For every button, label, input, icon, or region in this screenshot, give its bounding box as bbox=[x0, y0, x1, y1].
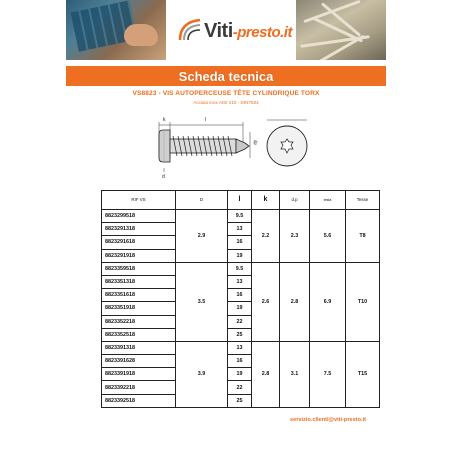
table-header-row bbox=[102, 191, 380, 210]
cell-diameter: 2.9 bbox=[176, 210, 228, 263]
table-row bbox=[102, 341, 380, 354]
cell-ref: 8823391918 bbox=[102, 368, 176, 381]
logo-text bbox=[204, 20, 292, 43]
cell-length: 9.5 bbox=[228, 262, 252, 275]
cell-k: 2.6 bbox=[252, 262, 280, 341]
cell-ref: 8823351918 bbox=[102, 302, 176, 315]
cell-head: 7.5 bbox=[310, 341, 346, 407]
title-bar bbox=[66, 66, 386, 86]
cell-ref: 8823391628 bbox=[102, 355, 176, 368]
cell-dp: 3.1 bbox=[280, 341, 310, 407]
cell-ref: 8823351318 bbox=[102, 275, 176, 288]
cell-ref: 8823299518 bbox=[102, 210, 176, 223]
cell-dp: 2.3 bbox=[280, 210, 310, 263]
cell-head: 5.6 bbox=[310, 210, 346, 263]
cell-length: 25 bbox=[228, 394, 252, 407]
cell-length: 22 bbox=[228, 381, 252, 394]
cell-k: 2.2 bbox=[252, 210, 280, 263]
header-drive: Tesse bbox=[346, 191, 380, 210]
logo-arcs-icon bbox=[178, 18, 204, 42]
cell-length: 25 bbox=[228, 328, 252, 341]
cell-ref: 8823291318 bbox=[102, 223, 176, 236]
label-k: k bbox=[163, 117, 166, 123]
product-title: VS8823 - VIS AUTOPERCEUSE TÊTE CYLINDRIQUE TORX bbox=[132, 90, 320, 97]
cell-diameter: 3.5 bbox=[176, 262, 228, 341]
cell-k: 2.8 bbox=[252, 341, 280, 407]
cell-length: 13 bbox=[228, 341, 252, 354]
cell-drive: T15 bbox=[346, 341, 380, 407]
cell-ref: 8823392518 bbox=[102, 394, 176, 407]
cell-ref: 8823359518 bbox=[102, 262, 176, 275]
cell-length: 13 bbox=[228, 223, 252, 236]
screw-photo-shape bbox=[309, 35, 364, 60]
header-length: l bbox=[228, 191, 252, 210]
cell-length: 16 bbox=[228, 236, 252, 249]
header-ref: RIF VS bbox=[102, 191, 176, 210]
product-subtitle: Acciaio inox AISI 410 - DIN7504 bbox=[193, 100, 259, 105]
cell-ref: 8823291618 bbox=[102, 236, 176, 249]
brand-logo[interactable] bbox=[166, 0, 296, 60]
cell-head: 6.9 bbox=[310, 262, 346, 341]
header-photo-screws bbox=[296, 0, 386, 60]
cell-ref: 8823392218 bbox=[102, 381, 176, 394]
screw-head-side bbox=[159, 130, 170, 162]
header-dp: d.p bbox=[280, 191, 310, 210]
footer-email-link[interactable]: servizio.clienti@viti-presto.it bbox=[289, 417, 366, 423]
cell-length: 19 bbox=[228, 368, 252, 381]
cell-length: 19 bbox=[228, 249, 252, 262]
table-row bbox=[102, 210, 380, 223]
cell-ref: 8823351618 bbox=[102, 289, 176, 302]
cell-ref: 8823291918 bbox=[102, 249, 176, 262]
cell-length: 16 bbox=[228, 289, 252, 302]
cell-dp: 2.8 bbox=[280, 262, 310, 341]
cell-drive: T8 bbox=[346, 210, 380, 263]
label-l: l bbox=[205, 117, 207, 123]
cell-drive: T10 bbox=[346, 262, 380, 341]
cell-length: 13 bbox=[228, 275, 252, 288]
cell-ref: 8823391318 bbox=[102, 341, 176, 354]
title-bar-text: Scheda tecnica bbox=[178, 68, 274, 84]
logo-accent-text: -presto.it bbox=[232, 24, 292, 41]
logo-main-text: Viti bbox=[204, 20, 233, 42]
header-head: testa bbox=[310, 191, 346, 210]
cell-length: 19 bbox=[228, 302, 252, 315]
drill-tip bbox=[236, 139, 249, 153]
header-banner bbox=[66, 0, 386, 60]
header-diameter: D bbox=[176, 191, 228, 210]
cell-diameter: 3.9 bbox=[176, 341, 228, 407]
cell-ref: 8823352218 bbox=[102, 315, 176, 328]
cell-ref: 8823352518 bbox=[102, 328, 176, 341]
specification-table bbox=[101, 190, 380, 408]
header-k: k bbox=[252, 191, 280, 210]
cell-length: 9.5 bbox=[228, 210, 252, 223]
header-photo-toolbox bbox=[66, 0, 166, 60]
label-d: d bbox=[162, 174, 165, 180]
table-row bbox=[102, 262, 380, 275]
cell-length: 22 bbox=[228, 315, 252, 328]
cell-length: 16 bbox=[228, 355, 252, 368]
screw-technical-drawing bbox=[145, 110, 315, 184]
label-dp: dp bbox=[253, 140, 258, 145]
hand-image bbox=[124, 24, 158, 46]
